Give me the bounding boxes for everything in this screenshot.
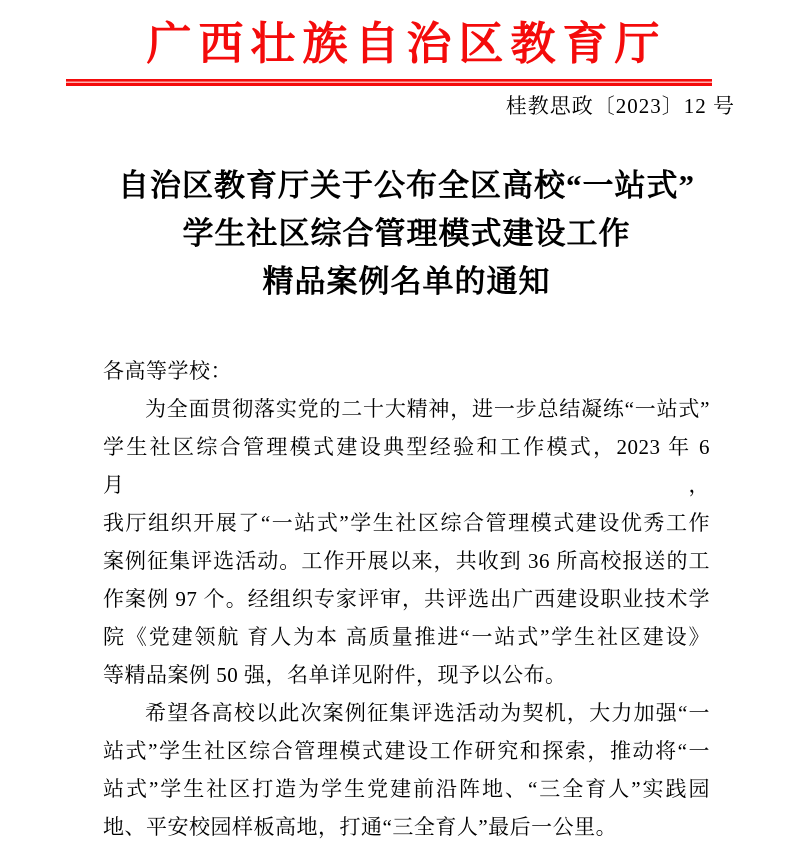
- body-line: 等精品案例 50 强，名单详见附件，现予以公布。: [103, 663, 567, 687]
- body-line: 为全面贯彻落实党的二十大精神，进一步总结凝练“一站式”: [145, 397, 710, 421]
- notice-body: [103, 352, 710, 846]
- letterhead-red-rule: [66, 79, 712, 86]
- body-line: 站式”学生社区综合管理模式建设工作研究和探索，推动将“一: [103, 739, 710, 763]
- notice-title-line-1: 自治区教育厅关于公布全区高校“一站式”: [118, 168, 695, 203]
- body-line: 希望各高校以此次案例征集评选活动为契机，大力加强“一: [145, 701, 710, 725]
- body-line: 作案例 97 个。经组织专家评审，共评选出广西建设职业技术学: [103, 587, 710, 611]
- salutation-line: 各高等学校：: [103, 359, 232, 383]
- letterhead-org-name: 广西壮族自治区教育厅: [146, 19, 667, 69]
- notice-title-line-2: 学生社区综合管理模式建设工作: [182, 216, 631, 251]
- body-line: 学生社区综合管理模式建设典型经验和工作模式，2023 年 6 月，: [103, 435, 710, 497]
- body-line: 我厅组织开展了“一站式”学生社区综合管理模式建设优秀工作: [103, 511, 710, 535]
- body-line: 案例征集评选活动。工作开展以来，共收到 36 所高校报送的工: [103, 549, 710, 573]
- body-line: 站式”学生社区打造为学生党建前沿阵地、“三全育人”实践园: [103, 777, 710, 801]
- notice-title-line-3: 精品案例名单的通知: [262, 264, 551, 299]
- notice-title: [103, 162, 710, 306]
- body-line: 院《党建领航 育人为本 高质量推进“一站式”学生社区建设》: [103, 625, 710, 649]
- document-number: 桂教思政〔2023〕12 号: [505, 94, 735, 118]
- body-line: 地、平安校园样板高地，打通“三全育人”最后一公里。: [103, 815, 618, 839]
